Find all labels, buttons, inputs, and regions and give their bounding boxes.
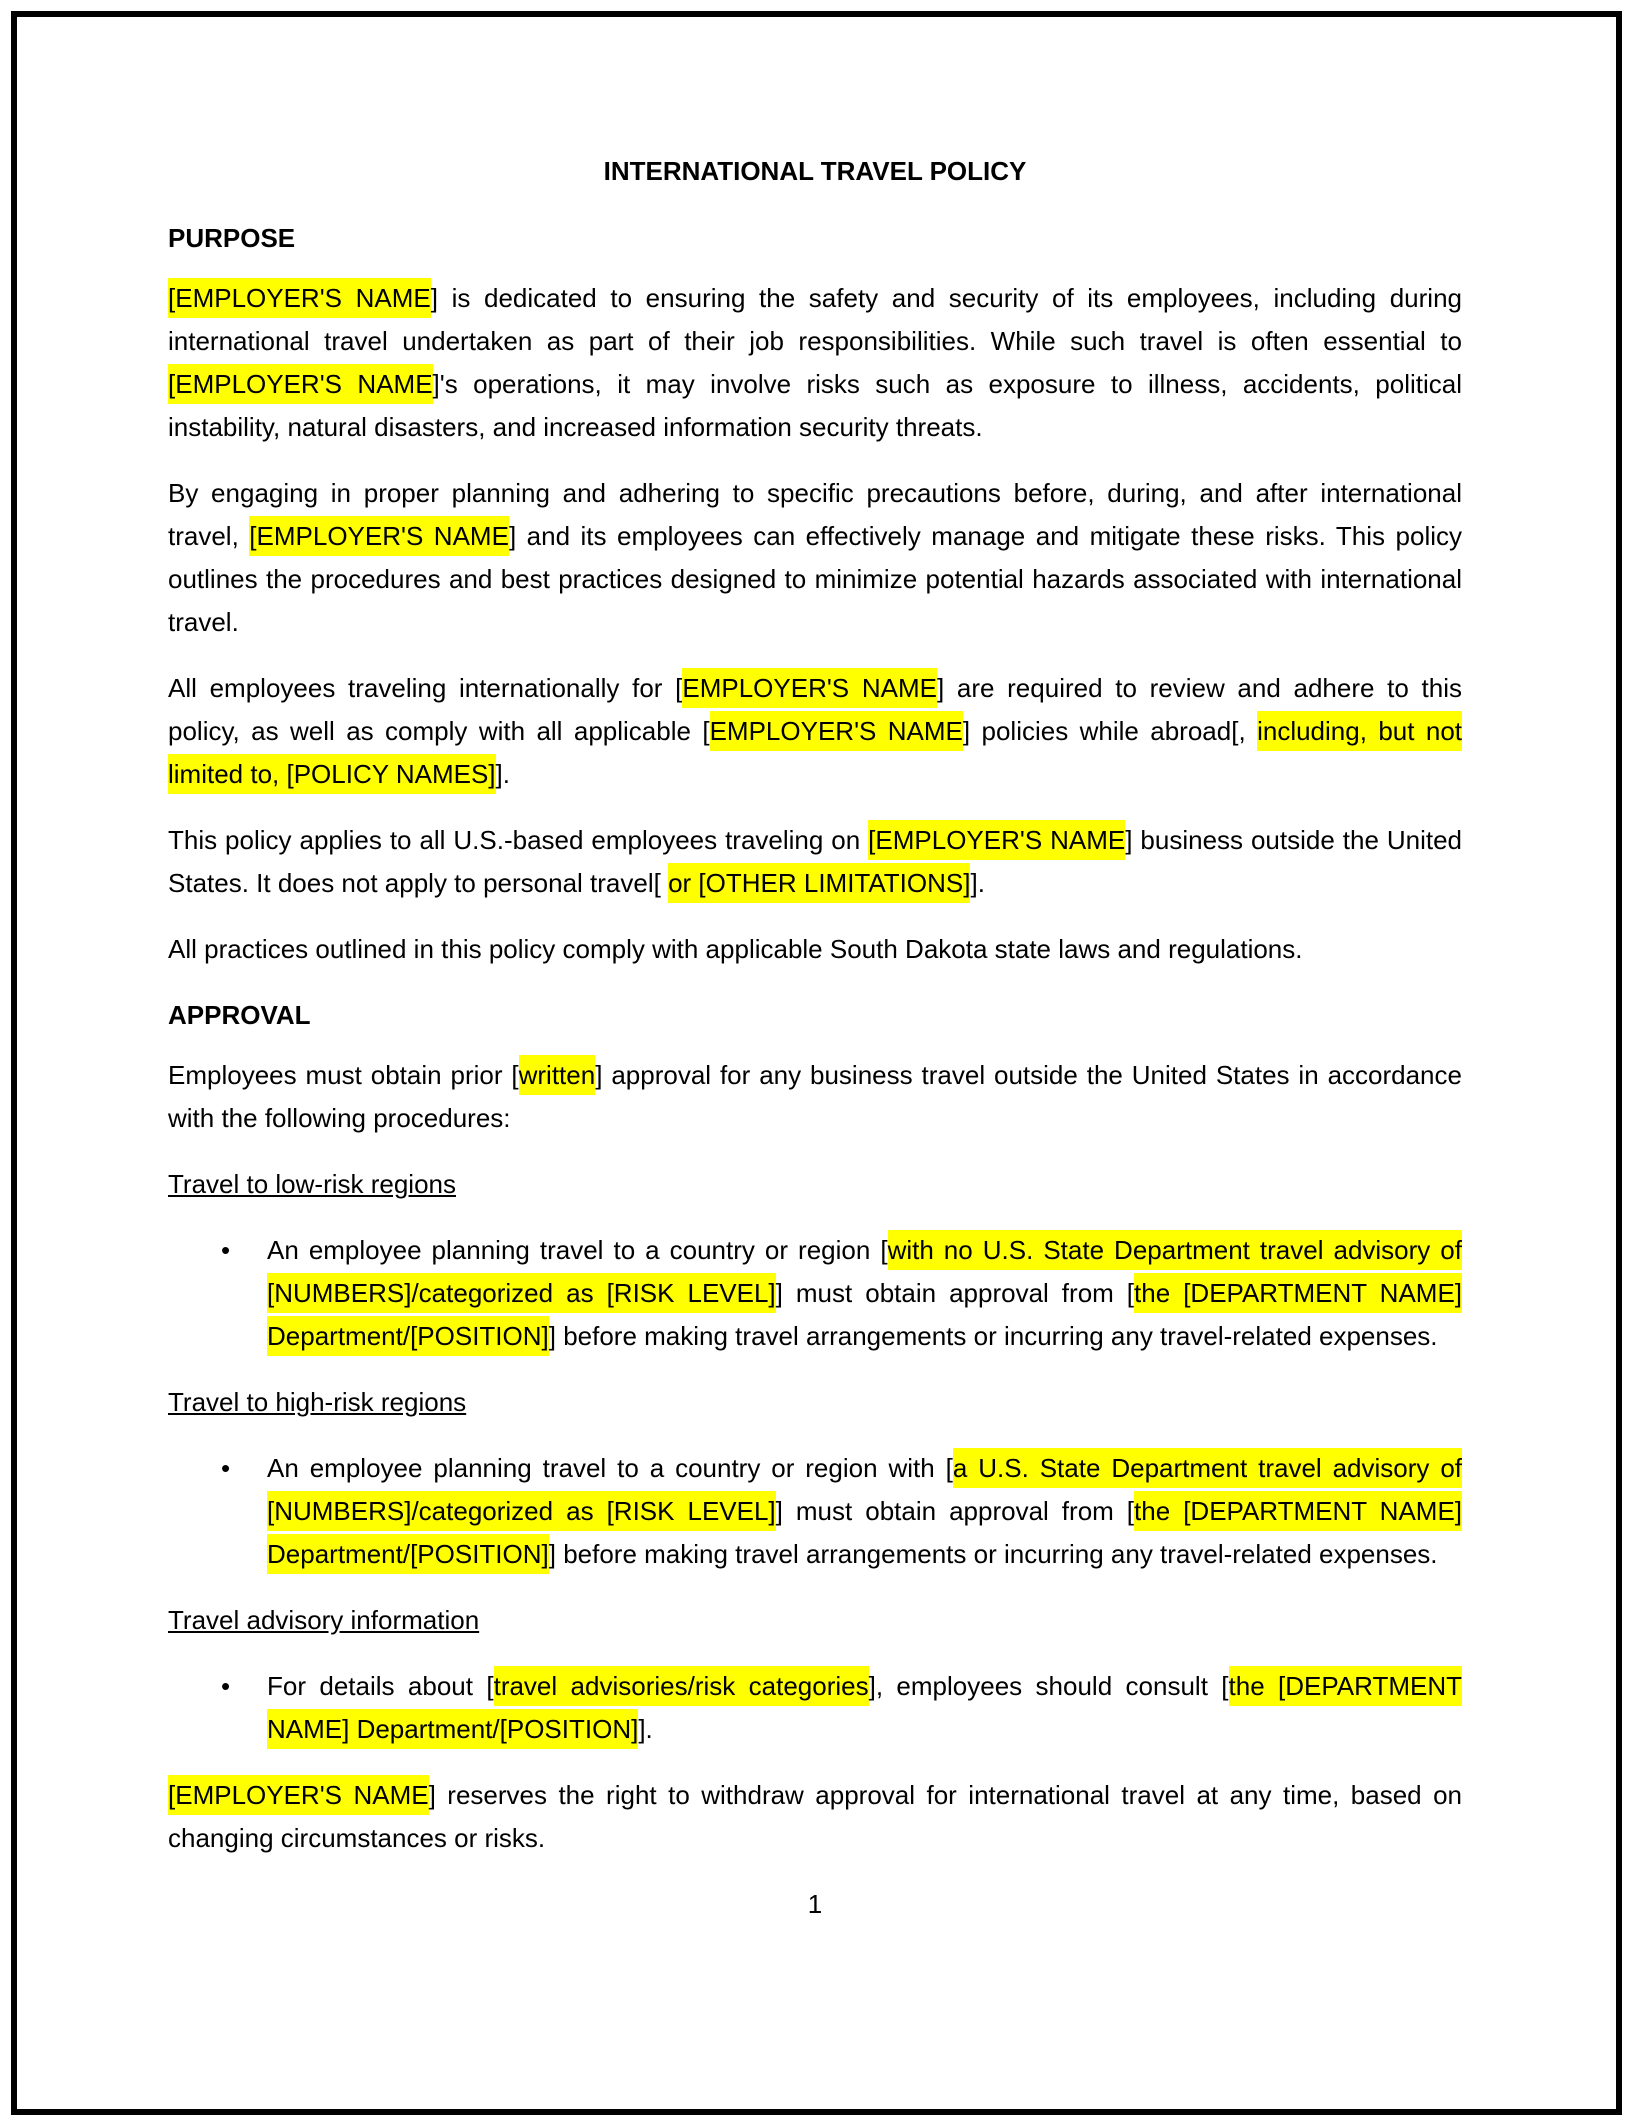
highlighted-placeholder: EMPLOYER'S NAME: [682, 668, 937, 708]
text-segment: ].: [970, 868, 985, 898]
highlighted-placeholder: travel advisories/risk categories: [494, 1666, 869, 1706]
highlighted-placeholder: written: [519, 1055, 596, 1095]
text-segment: ], employees should consult [: [868, 1671, 1229, 1701]
highlighted-placeholder: [EMPLOYER'S NAME: [868, 820, 1125, 860]
paragraph: [168, 819, 1462, 905]
section-heading: APPROVAL: [168, 1000, 311, 1030]
text-segment: ] before making travel arrangements or incurring any travel-related expenses.: [548, 1321, 1438, 1351]
highlighted-placeholder: the [DEPARTMENT NAME] Department/[POSITION]: [267, 1666, 1462, 1749]
text-segment: ] must obtain approval from [: [775, 1278, 1135, 1308]
text-segment: ] business outside the United States. It does not apply to personal travel[: [168, 825, 1463, 898]
text-segment: ] reserves the right to withdraw approval for international travel at any time, based on changing circumstances or risks.: [168, 1780, 1463, 1853]
text-segment: An employee planning travel to a country or region [: [267, 1235, 888, 1265]
text-segment: ] approval for any business travel outside the United States in accordance with the following procedures:: [168, 1060, 1462, 1133]
page-number: 1: [807, 1889, 823, 1919]
text-segment: All employees traveling internationally for [: [168, 673, 683, 703]
text-segment: For details about [: [267, 1671, 494, 1701]
sub-heading: Travel to high-risk regions: [168, 1387, 467, 1417]
highlighted-placeholder: the [DEPARTMENT NAME] Department/[POSITION]: [267, 1491, 1462, 1574]
highlighted-placeholder: [EMPLOYER'S NAME: [168, 1775, 429, 1815]
sub-heading: Travel to low-risk regions: [168, 1169, 457, 1199]
text-segment: ] are required to review and adhere to this policy, as well as comply with all applicable [: [168, 673, 1462, 746]
bullet-marker: •: [221, 1671, 231, 1701]
paragraph: [168, 928, 1462, 971]
text-segment: ] before making travel arrangements or incurring any travel-related expenses.: [548, 1539, 1438, 1569]
text-segment: ].: [495, 759, 510, 789]
text-segment: All practices outlined in this policy comply with applicable South Dakota state laws and regulations.: [168, 934, 1303, 964]
section-heading: PURPOSE: [168, 223, 296, 253]
bullet-item: [168, 1665, 1462, 1751]
paragraph: [168, 277, 1462, 449]
highlighted-placeholder: [EMPLOYER'S NAME: [168, 364, 433, 404]
text-segment: ] must obtain approval from [: [775, 1496, 1135, 1526]
document-title: INTERNATIONAL TRAVEL POLICY: [603, 156, 1027, 186]
paragraph: [168, 1054, 1462, 1140]
bullet-marker: •: [221, 1235, 231, 1265]
highlighted-placeholder: [EMPLOYER'S NAME: [249, 516, 509, 556]
bullet-item: [168, 1447, 1462, 1576]
highlighted-placeholder: [EMPLOYER'S NAME: [168, 278, 431, 318]
text-segment: ] policies while abroad[,: [962, 716, 1258, 746]
sub-heading: Travel advisory information: [168, 1605, 480, 1635]
text-segment: ]'s operations, it may involve risks such as exposure to illness, accidents, political instability, natural disasters, and increased information security threats.: [168, 369, 1463, 442]
bullet-item: [168, 1229, 1462, 1358]
document-body: [168, 217, 1462, 1860]
text-segment: By engaging in proper planning and adhering to specific precautions before, during, and after international travel,: [168, 478, 1462, 551]
document-content: [168, 150, 1462, 1926]
text-segment: ] and its employees can effectively manage and mitigate these risks. This policy outlines the procedures and best practices designed to minimize potential hazards associated with international travel.: [168, 521, 1462, 637]
highlighted-placeholder: a U.S. State Department travel advisory of [NUMBERS]/categorized as [RISK LEVEL]: [267, 1448, 1462, 1531]
text-segment: Employees must obtain prior [: [168, 1060, 519, 1090]
highlighted-placeholder: the [DEPARTMENT NAME] Department/[POSITION]: [267, 1273, 1462, 1356]
highlighted-placeholder: EMPLOYER'S NAME: [710, 711, 963, 751]
text-segment: ].: [638, 1714, 653, 1744]
paragraph: [168, 472, 1462, 644]
text-segment: ] is dedicated to ensuring the safety and security of its employees, including during international travel undertaken as part of their job responsibilities. While such travel is often essential to: [168, 283, 1463, 356]
highlighted-placeholder: with no U.S. State Department travel advisory of [NUMBERS]/categorized as [RISK LEVEL]: [267, 1230, 1462, 1313]
text-segment: An employee planning travel to a country or region with [: [267, 1453, 953, 1483]
paragraph: [168, 667, 1462, 796]
paragraph: [168, 1774, 1462, 1860]
highlighted-placeholder: including, but not limited to, [POLICY NAMES]: [168, 711, 1462, 794]
highlighted-placeholder: or [OTHER LIMITATIONS]: [668, 863, 970, 903]
text-segment: This policy applies to all U.S.-based employees traveling on: [168, 825, 869, 855]
bullet-marker: •: [221, 1453, 231, 1483]
